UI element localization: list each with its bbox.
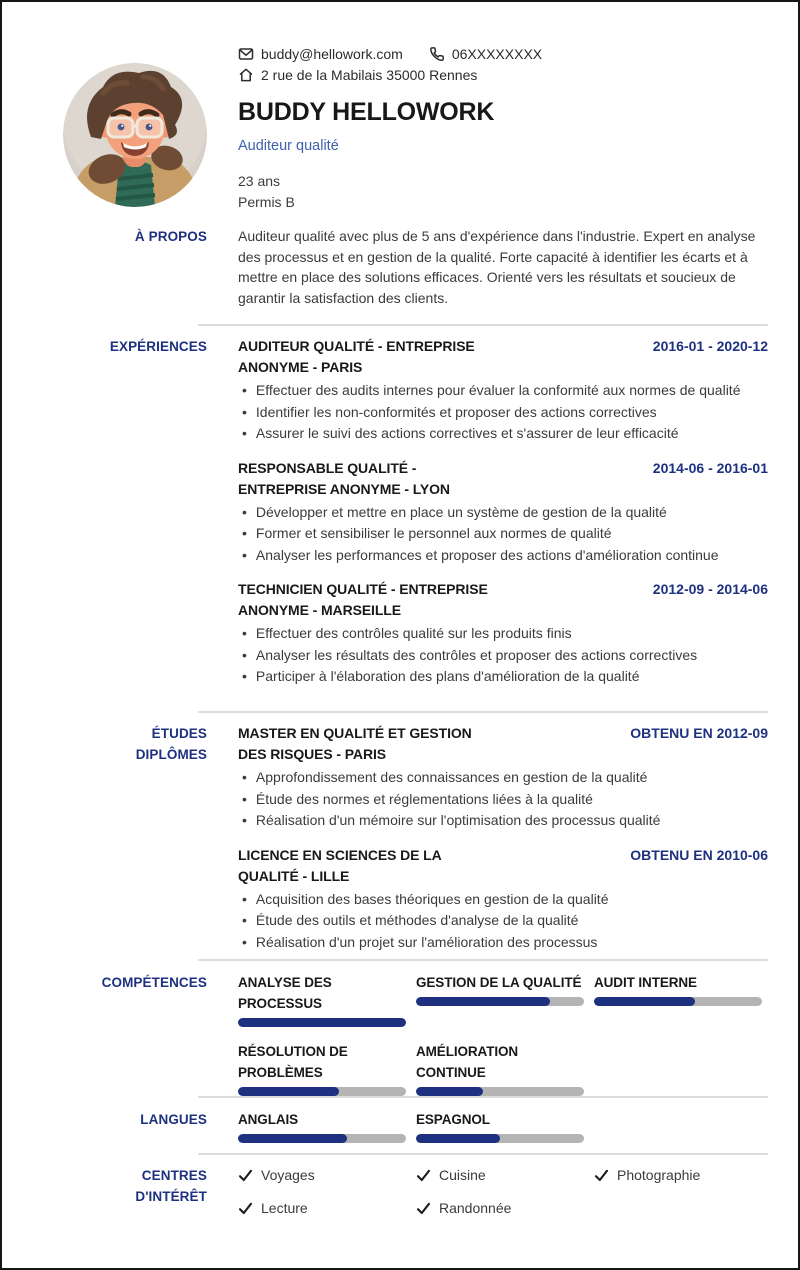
bullet-item: • Former et sensibiliser le personnel aux normes de qualité <box>238 523 768 545</box>
candidate-age: 23 ans <box>238 173 281 189</box>
skill-name: RÉSOLUTION DE PROBLÈMES <box>238 1044 348 1080</box>
interest-label: Cuisine <box>439 1167 486 1183</box>
timeline-item <box>238 336 768 445</box>
section-education <box>2 723 800 966</box>
skill-bar-track <box>416 1087 584 1096</box>
contact-email <box>238 46 403 62</box>
skill-item <box>238 1109 406 1143</box>
check-icon <box>238 1201 253 1216</box>
contact-row-2 <box>238 64 768 85</box>
section-skills <box>2 972 800 1096</box>
check-icon <box>238 1168 253 1183</box>
interest-label: Randonnée <box>439 1200 512 1216</box>
languages-label: LANGUES <box>140 1112 207 1127</box>
skill-item <box>238 1041 406 1096</box>
skill-bar-fill <box>238 1134 347 1143</box>
interests-grid <box>238 1165 768 1219</box>
skill-item <box>238 972 406 1027</box>
timeline-item-head <box>238 336 768 378</box>
check-icon <box>594 1168 609 1183</box>
section-interests <box>2 1165 800 1219</box>
experiences-label: EXPÉRIENCES <box>109 339 207 354</box>
timeline-item-title: RESPONSABLE QUALITÉ - ENTREPRISE ANONYME - LYON <box>238 459 450 497</box>
education-label-line1: ÉTUDES <box>151 726 207 741</box>
bullet-item: • Effectuer des contrôles qualité sur les produits finis <box>238 623 768 645</box>
phone-text: 06XXXXXXXX <box>451 45 543 62</box>
timeline-item <box>238 845 768 954</box>
contact-address <box>238 67 477 83</box>
timeline-item-head <box>238 579 768 621</box>
education-list <box>238 723 768 966</box>
section-experiences <box>2 336 800 701</box>
address-text: 2 rue de la Mabilais 35000 Rennes <box>261 66 478 83</box>
timeline-item-period: 2016-01 - 2020-12 <box>652 338 768 354</box>
bullet-item: • Analyser les performances et proposer des actions d'amélioration continue <box>238 545 768 567</box>
skill-name: GESTION DE LA QUALITÉ <box>416 975 582 990</box>
about-label: À PROPOS <box>134 229 207 244</box>
skill-item <box>416 1109 584 1143</box>
timeline-item-period: 2014-06 - 2016-01 <box>652 459 768 476</box>
skill-bar-fill <box>594 997 695 1006</box>
interests-label-line2: D'INTÉRÊT <box>135 1189 207 1204</box>
bullet-item: • Réalisation d'un projet sur l'amélioration des processus <box>238 932 768 954</box>
timeline-item <box>238 579 768 688</box>
skill-item <box>594 972 762 1027</box>
check-icon <box>416 1168 431 1183</box>
timeline-item-head <box>238 458 768 500</box>
interests-label <box>2 1165 207 1219</box>
skill-name: AUDIT INTERNE <box>594 975 697 990</box>
timeline-item <box>238 723 768 832</box>
candidate-name: BUDDY HELLOWORK <box>238 98 495 126</box>
skill-bar-track <box>594 997 762 1006</box>
bullet-item: • Étude des outils et méthodes d'analyse de la qualité <box>238 910 768 932</box>
timeline-item-bullets <box>238 623 768 688</box>
section-about <box>2 226 800 308</box>
skill-bar-fill <box>416 1087 483 1096</box>
skill-bar-track <box>238 1134 406 1143</box>
bullet-item: • Approfondissement des connaissances en gestion de la qualité <box>238 767 768 789</box>
phone-icon <box>429 46 445 62</box>
skill-name: ANGLAIS <box>238 1112 299 1127</box>
experience-list <box>238 336 768 701</box>
bullet-item: • Participer à l'élaboration des plans d'amélioration de la qualité <box>238 666 768 688</box>
languages-grid <box>238 1109 768 1143</box>
interest-item <box>416 1198 594 1219</box>
divider <box>198 1096 768 1098</box>
avatar-illustration <box>63 63 207 207</box>
bullet-item: • Identifier les non-conformités et proposer des actions correctives <box>238 402 768 424</box>
skill-bar-track <box>416 1134 584 1143</box>
interests-label-line1: CENTRES <box>141 1168 207 1183</box>
timeline-item-period: OBTENU EN 2012-09 <box>630 725 768 741</box>
skill-bar-fill <box>416 997 550 1006</box>
timeline-item-period: OBTENU EN 2010-06 <box>630 846 768 863</box>
skill-name: ANALYSE DES PROCESSUS <box>238 975 332 1011</box>
skill-name: ESPAGNOL <box>416 1112 490 1127</box>
bullet-item: • Analyser les résultats des contrôles et proposer des actions correctives <box>238 645 768 667</box>
timeline-item-title: TECHNICIEN QUALITÉ - ENTREPRISE ANONYME - MARSEILLE <box>238 581 488 618</box>
email-text: buddy@hellowork.com <box>261 45 403 62</box>
bullet-item: • Développer et mettre en place un système de gestion de la qualité <box>238 502 768 524</box>
skill-item <box>416 972 584 1027</box>
education-label-line2: DIPLÔMES <box>135 747 207 762</box>
timeline-item <box>238 458 768 567</box>
skill-name: AMÉLIORATION CONTINUE <box>416 1044 519 1080</box>
interest-label: Voyages <box>261 1167 315 1183</box>
check-icon <box>416 1201 431 1216</box>
interest-item <box>594 1165 768 1186</box>
skill-bar-track <box>238 1018 406 1027</box>
candidate-meta <box>238 171 768 213</box>
timeline-item-bullets <box>238 767 768 832</box>
skill-bar-fill <box>416 1134 500 1143</box>
divider <box>198 711 768 713</box>
timeline-item-head <box>238 723 768 765</box>
header <box>238 43 768 213</box>
section-languages <box>2 1109 800 1143</box>
skills-label: COMPÉTENCES <box>101 975 207 990</box>
skill-bar-track <box>416 997 584 1006</box>
skill-bar-fill <box>238 1087 339 1096</box>
divider <box>198 959 768 961</box>
envelope-icon <box>238 46 254 62</box>
bullet-item: • Assurer le suivi des actions correctives et s'assurer de leur efficacité <box>238 423 768 445</box>
bullet-item: • Acquisition des bases théoriques en gestion de la qualité <box>238 889 768 911</box>
bullet-item: • Étude des normes et réglementations liées à la qualité <box>238 789 768 811</box>
contact-phone <box>429 46 542 62</box>
about-text: Auditeur qualité avec plus de 5 ans d'expérience dans l'industrie. Expert en analyse des processus et en gestion de la qualité. Forte capacité à identifier les écarts et à mettre en place des solutions efficaces. Orienté vers les résultats et soucieux de garantir la satisfaction des clients. <box>238 228 756 306</box>
interest-label: Photographie <box>617 1167 701 1183</box>
timeline-item-title: LICENCE EN SCIENCES DE LA QUALITÉ - LILLE <box>238 846 442 884</box>
timeline-item-head <box>238 845 768 887</box>
timeline-item-bullets <box>238 889 768 954</box>
bullet-item: • Réalisation d'un mémoire sur l'optimisation des processus qualité <box>238 810 768 832</box>
divider <box>198 1153 768 1155</box>
timeline-item-title: MASTER EN QUALITÉ ET GESTION DES RISQUES - PARIS <box>238 725 472 762</box>
candidate-job-title: Auditeur qualité <box>238 138 339 154</box>
avatar <box>63 63 207 207</box>
skill-bar-fill <box>238 1018 406 1027</box>
skill-item <box>416 1041 584 1096</box>
interest-item <box>416 1165 594 1186</box>
skills-grid <box>238 972 768 1096</box>
interest-item <box>238 1165 416 1186</box>
skill-bar-track <box>238 1087 406 1096</box>
contact-row-1 <box>238 43 768 64</box>
timeline-item-bullets <box>238 502 768 567</box>
education-label <box>2 723 207 966</box>
interest-item <box>238 1198 416 1219</box>
bullet-item: • Effectuer des audits internes pour évaluer la conformité aux normes de qualité <box>238 380 768 402</box>
divider <box>198 324 768 326</box>
candidate-license: Permis B <box>238 194 295 210</box>
interest-label: Lecture <box>261 1200 308 1216</box>
home-icon <box>238 67 254 83</box>
timeline-item-title: AUDITEUR QUALITÉ - ENTREPRISE ANONYME - PARIS <box>238 338 475 375</box>
timeline-item-period: 2012-09 - 2014-06 <box>652 581 768 597</box>
timeline-item-bullets <box>238 380 768 445</box>
